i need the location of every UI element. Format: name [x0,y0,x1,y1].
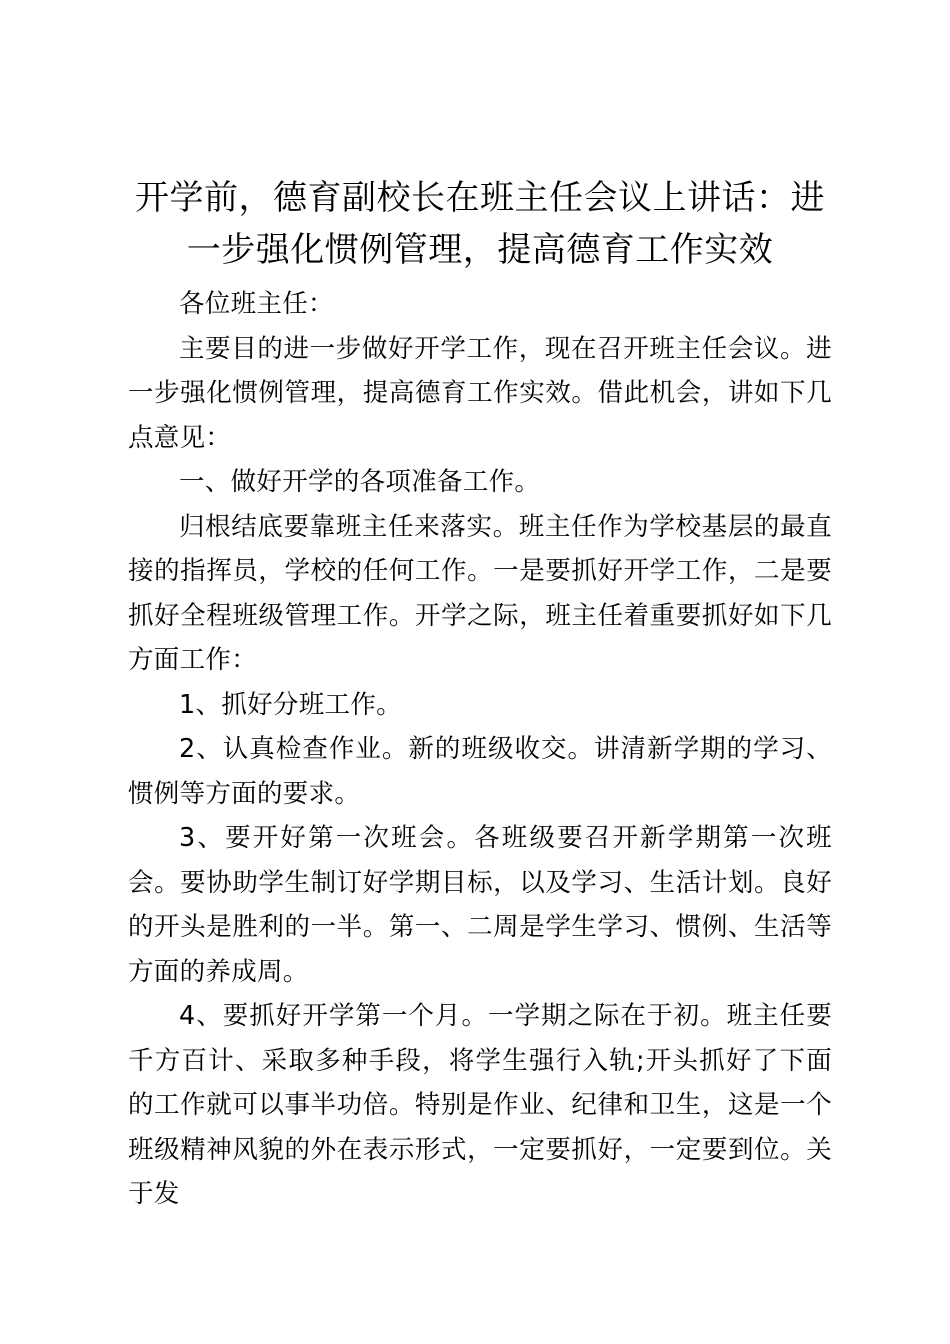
salutation: 各位班主任： [179,289,334,319]
paragraph-section-1: 归根结底要靠班主任来落实。班主任作为学校基层的最直接的指挥员，学校的任何工作。一是要抓好开学工作，二是要抓好全程班级管理工作。开学之际，班主任着重要抓好如下几方面工作： [128,511,832,675]
list-item-2: 2、认真检查作业。新的班级收交。讲清新学期的学习、惯例等方面的要求。 [128,734,832,809]
list-item-4: 4、要抓好开学第一个月。一学期之际在于初。班主任要千方百计、采取多种手段，将学生强行入轨;开头抓好了下面的工作就可以事半功倍。特别是作业、纪律和卫生，这是一个班级精神风貌的外在表示形式，一定要抓好，一定要到位。关于发 [128,1001,832,1209]
paragraph-intro: 主要目的进一步做好开学工作，现在召开班主任会议。进一步强化惯例管理，提高德育工作实效。借此机会，讲如下几点意见： [128,333,832,453]
section-heading-1: 一、做好开学的各项准备工作。 [179,467,541,497]
document-title: 开学前，德育副校长在班主任会议上讲话：进一步强化惯例管理，提高德育工作实效 [135,178,825,270]
list-item-3: 3、要开好第一次班会。各班级要召开新学期第一次班会。要协助学生制订好学期目标，以及学习、生活计划。良好的开头是胜利的一半。第一、二周是学生学习、惯例、生活等方面的养成周。 [128,823,832,987]
list-item-1: 1、抓好分班工作。 [179,689,402,720]
document-body [128,172,832,1217]
